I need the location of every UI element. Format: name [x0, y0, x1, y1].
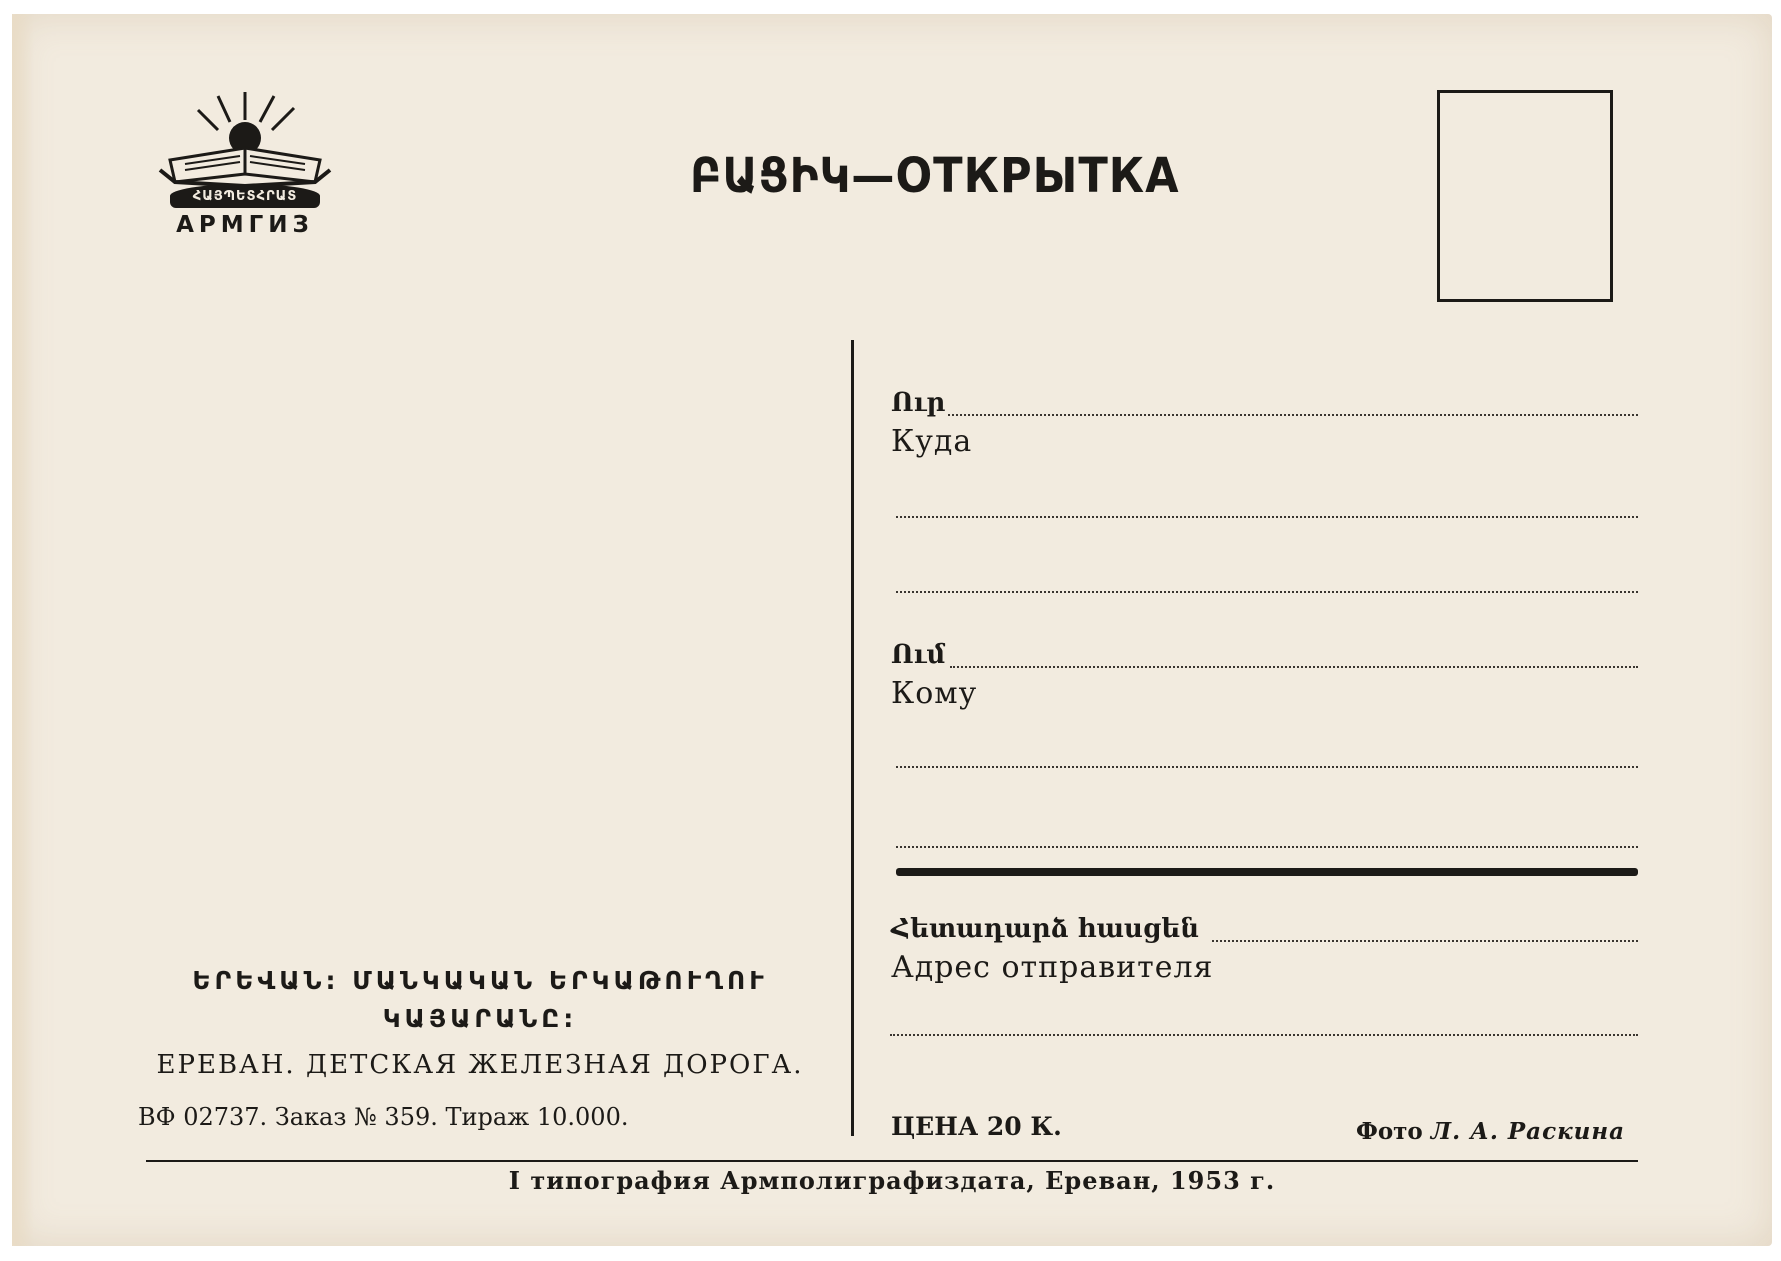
caption-hy-line-1: ԵՐԵՎԱՆ: ՄԱՆԿԱԿԱՆ ԵՐԿԱԹՈՒՂՈՒ	[192, 966, 768, 995]
to-line-2	[896, 516, 1638, 518]
stamp-box	[1437, 90, 1613, 302]
photo-credit	[1356, 1118, 1625, 1145]
vertical-divider	[851, 340, 854, 1136]
photo-label: Фото	[1356, 1118, 1423, 1145]
recipient-line-3	[896, 846, 1638, 848]
recipient-label-ru: Кому	[891, 676, 978, 711]
publisher-logo	[150, 90, 340, 250]
logo-name: АРМГИЗ	[176, 212, 314, 238]
bottom-rule	[146, 1160, 1638, 1162]
logo-banner: ՀԱՅՊԵՏՀՐԱՏ	[170, 184, 320, 208]
to-line-3	[896, 591, 1638, 593]
printer-info: I типография Армполиграфиздата, Ереван, 1953 г.	[508, 1166, 1276, 1195]
to-label-ru: Куда	[891, 424, 973, 459]
sender-line-2	[890, 1034, 1638, 1036]
sender-line-1	[1212, 940, 1638, 942]
caption-ru: ЕРЕВАН. ДЕТСКАЯ ЖЕЛЕЗНАЯ ДОРОГА.	[156, 1050, 804, 1080]
sender-label-hy: Հետադարձ հասցեն	[891, 914, 1200, 944]
recipient-line-1	[950, 666, 1638, 668]
to-label-hy: Ուր	[891, 388, 946, 418]
address-separator	[896, 868, 1638, 876]
photo-author: Л. А. Раскина	[1430, 1118, 1626, 1145]
price: ЦЕНА 20 К.	[891, 1112, 1062, 1141]
sender-label-ru: Адрес отправителя	[891, 950, 1214, 985]
recipient-line-2	[896, 766, 1638, 768]
card-edge-shadow	[12, 14, 34, 1246]
to-line-1	[948, 414, 1638, 416]
publication-info: ВФ 02737. Заказ № 359. Тираж 10.000.	[138, 1103, 629, 1131]
book-sun-emblem-icon	[150, 90, 340, 190]
recipient-label-hy: Ում	[891, 640, 946, 670]
postcard-title: ԲԱՑԻԿ—ОТКРЫТКА	[690, 148, 1180, 204]
caption-hy-line-2: ԿԱՅԱՐԱՆԸ:	[382, 1004, 578, 1033]
